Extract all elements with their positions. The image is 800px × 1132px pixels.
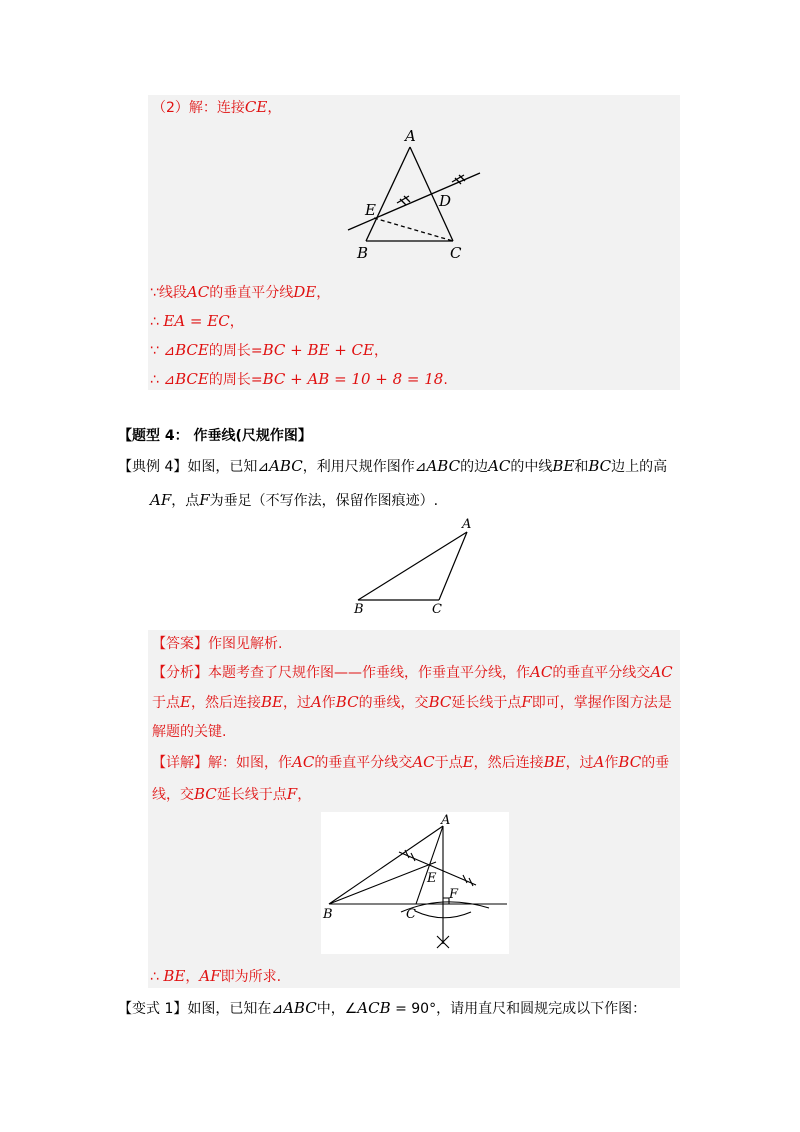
topic-heading: 【题型 4： 作垂线(尺规作图】 <box>118 428 312 444</box>
solution-box <box>148 95 680 390</box>
reason-line-4: ∴ ⊿BCE的周长=BC + AB = 10 + 8 = 18. <box>150 370 448 388</box>
reason-line-3: ∵ ⊿BCE的周长=BC + BE + CE， <box>150 341 388 359</box>
vertex-B: B <box>357 244 369 262</box>
reason-line-1: ∵线段AC的垂直平分线DE， <box>150 283 331 301</box>
vertex-C: C <box>406 907 416 922</box>
vertex-B: B <box>323 907 333 922</box>
detail-line-2: 线，交BC延长线于点F， <box>152 785 312 803</box>
vertex-E: E <box>365 201 376 219</box>
answer-line: 【答案】作图见解析. <box>152 636 283 652</box>
vertex-A: A <box>441 813 451 828</box>
construction-figure <box>321 812 509 954</box>
vertex-B: B <box>354 602 364 614</box>
example-line-1: 【典例 4】如图，已知⊿ABC，利用尺规作图作⊿ABC的边AC的中线BE和BC边上的高 <box>118 457 668 475</box>
conclusion-line: ∴ BE，AF即为所求. <box>150 967 282 985</box>
analysis-line-1: 【分析】本题考查了尺规作图——作垂线，作垂直平分线，作AC的垂直平分线交AC <box>152 663 673 681</box>
reason-line-2: ∴ EA = EC， <box>150 312 244 330</box>
answer-box <box>148 630 680 988</box>
vertex-D: D <box>439 192 452 210</box>
vertex-C: C <box>450 244 462 262</box>
analysis-line-2: 于点E，然后连接BE，过A作BC的垂线，交BC延长线于点F即可，掌握作图方法是 <box>152 693 672 711</box>
variant-line: 【变式 1】如图，已知在⊿ABC中，∠ACB = 90°，请用直尺和圆规完成以下作图： <box>118 999 647 1017</box>
vertex-A: A <box>405 127 416 145</box>
analysis-line-3: 解题的关键. <box>152 724 227 740</box>
triangle-figure-2 <box>348 514 508 614</box>
triangle-figure-1 <box>148 123 680 303</box>
solution-intro: （2）解：连接CE， <box>152 98 282 116</box>
vertex-F: F <box>449 887 459 902</box>
detail-line-1: 【详解】解：如图，作AC的垂直平分线交AC于点E，然后连接BE，过A作BC的垂 <box>152 753 670 771</box>
example-line-2: AF，点F为垂足（不写作法，保留作图痕迹）. <box>150 491 439 509</box>
vertex-A: A <box>462 517 472 532</box>
vertex-E: E <box>427 871 437 886</box>
vertex-C: C <box>432 602 442 614</box>
